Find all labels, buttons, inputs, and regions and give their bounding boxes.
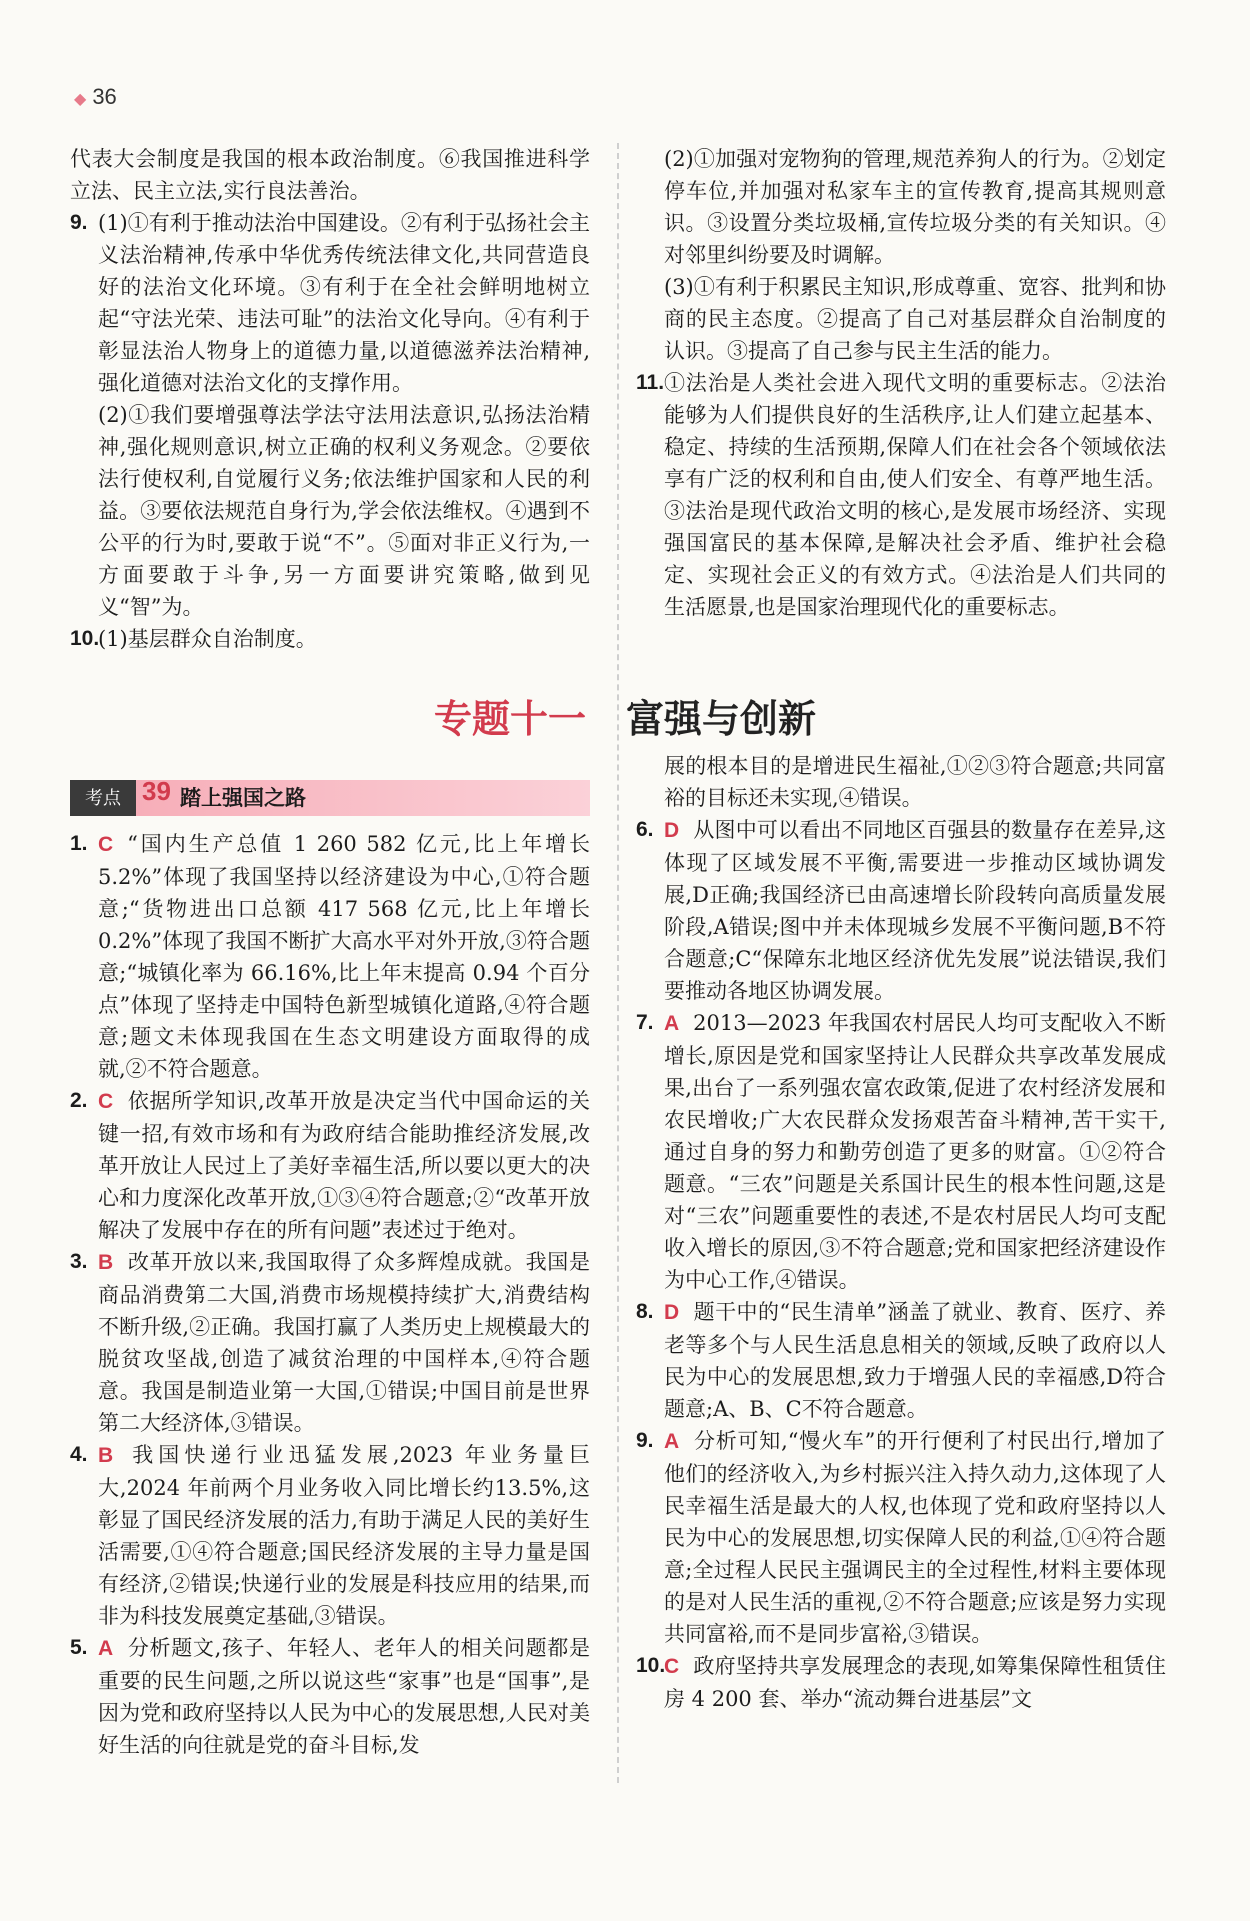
answer-paragraph xyxy=(636,1650,1166,1715)
answer-text: “国内生产总值 1 260 582 亿元,比上年增长 5.2%”体现了我国坚持以经济建设为中心,①符合题意;“货物进出口总额 417 568 亿元,比上年增长 0.2%”体现了我国不断扩大高水平对外开放,③符合题意;“城镇化率为 66.16%,比上年末提高 0.94 个百分点”体现了坚持走中国特色新型城镇化道路,④符合题意;题文未体现我国在生态文明建设方面取得的成就,②不符合题意。 xyxy=(98,832,590,1081)
answer-paragraph xyxy=(70,1085,590,1246)
answer-text: 改革开放以来,我国取得了众多辉煌成就。我国是商品消费第二大国,消费市场规模持续扩大,消费结构不断升级,②正确。我国打赢了人类历史上规模最大的脱贫攻坚战,创造了减贫治理的中国样本,④符合题意。我国是制造业第一大国,①错误;中国目前是世界第二大经济体,③错误。 xyxy=(98,1250,590,1435)
answer-text: 题干中的“民生清单”涵盖了就业、教育、医疗、养老等多个与人民生活息息相关的领域,反映了政府以人民为中心的发展思想,致力于增强人民的幸福感,D符合题意;A、B、C不符合题意。 xyxy=(664,1300,1166,1421)
answer-letter: C xyxy=(98,1090,114,1113)
answer-letter: C xyxy=(98,833,114,856)
top-left-column xyxy=(70,143,590,655)
answer-paragraph xyxy=(70,143,590,207)
answer-letter: C xyxy=(664,1655,680,1678)
answer-letter: A xyxy=(98,1637,114,1660)
column-divider xyxy=(617,143,619,1783)
answer-letter: D xyxy=(664,819,680,842)
answer-text: 从图中可以看出不同地区百强县的数量存在差异,这体现了区域发展不平衡,需要进一步推动区域协调发展,D正确;我国经济已由高速增长阶段转向高质量发展阶段,A错误;图中并未体现城乡发展不平衡问题,B不符合题意;C“保障东北地区经济优先发展”说法错误,我们要推动各地区协调发展。 xyxy=(664,818,1166,1003)
answer-paragraph xyxy=(636,271,1166,367)
question-number: 7. xyxy=(636,1011,654,1034)
answer-text: 政府坚持共享发展理念的表现,如筹集保障性租赁住房 4 200 套、举办“流动舞台进基层”文 xyxy=(664,1654,1166,1711)
question-number: 11. xyxy=(636,371,665,394)
answer-paragraph xyxy=(70,1439,590,1632)
question-number: 4. xyxy=(70,1443,88,1466)
chapter-label: 专题十一 xyxy=(433,699,586,741)
answer-text: ①法治是人类社会进入现代文明的重要标志。②法治能够为人们提供良好的生活秩序,让人们建立起基本、稳定、持续的生活预期,保障人们在社会各个领域依法享有广泛的权利和自由,使人们安全、有尊严地生活。③法治是现代政治文明的核心,是发展市场经济、实现强国富民的基本保障,是解决社会矛盾、维护社会稳定、实现社会正义的有效方式。④法治是人们共同的生活愿景,也是国家治理现代化的重要标志。 xyxy=(664,371,1166,619)
bottom-left-column xyxy=(70,828,590,1761)
answer-paragraph xyxy=(70,399,590,623)
answer-text: 依据所学知识,改革开放是决定当代中国命运的关键一招,有效市场和有为政府结合能助推经济发展,改革开放让人民过上了美好幸福生活,所以要以更大的决心和力度深化改革开放,①③④符合题意;②“改革开放解决了发展中存在的所有问题”表述过于绝对。 xyxy=(98,1089,590,1242)
answer-letter: B xyxy=(98,1444,114,1467)
answer-text: (2)①加强对宠物狗的管理,规范养狗人的行为。②划定停车位,并加强对私家车主的宣传教育,提高其规则意识。③设置分类垃圾桶,宣传垃圾分类的有关知识。④对邻里纠纷要及时调解。 xyxy=(664,147,1166,267)
answer-paragraph xyxy=(636,750,1166,814)
banner-tag: 考点 xyxy=(70,780,136,816)
answer-paragraph xyxy=(70,1246,590,1439)
answer-text: 分析题文,孩子、年轻人、老年人的相关问题都是重要的民生问题,之所以说这些“家事”也是“国事”,是因为党和政府坚持以人民为中心的发展思想,人民对美好生活的向往就是党的奋斗目标,发 xyxy=(98,1636,590,1757)
answer-paragraph xyxy=(70,207,590,399)
diamond-icon: ◆ xyxy=(74,91,87,108)
answer-paragraph xyxy=(70,623,590,655)
chapter-heading xyxy=(0,688,1250,743)
question-number: 9. xyxy=(636,1429,654,1452)
question-number: 1. xyxy=(70,832,88,855)
question-number: 10. xyxy=(636,1654,666,1677)
answer-paragraph xyxy=(636,367,1166,623)
question-number: 10. xyxy=(70,627,100,650)
answer-paragraph xyxy=(70,828,590,1085)
bottom-right-column xyxy=(636,750,1166,1715)
question-number: 8. xyxy=(636,1300,654,1323)
banner-title: 踏上强国之路 xyxy=(180,785,306,810)
question-number: 3. xyxy=(70,1250,88,1273)
question-number: 2. xyxy=(70,1089,88,1112)
answer-text: 分析可知,“慢火车”的开行便利了村民出行,增加了他们的经济收入,为乡村振兴注入持久动力,这体现了人民幸福生活是最大的人权,也体现了党和政府坚持以人民为中心的发展思想,切实保障人民的利益,①④符合题意;全过程人民民主强调民主的全过程性,材料主要体现的是对人民生活的重视,②不符合题意;应该是努力实现共同富裕,而不是同步富裕,③错误。 xyxy=(664,1429,1166,1646)
question-number: 6. xyxy=(636,818,654,841)
page-number: ◆ 36 xyxy=(74,84,117,109)
answer-paragraph xyxy=(70,1632,590,1761)
section-banner xyxy=(70,776,590,816)
question-number: 5. xyxy=(70,1636,88,1659)
answer-text: (2)①我们要增强尊法学法守法用法意识,弘扬法治精神,强化规则意识,树立正确的权利义务观念。②要依法行使权利,自觉履行义务;依法维护国家和人民的利益。③要依法规范自身行为,学会依法维权。④遇到不公平的行为时,要敢于说“不”。⑤面对非正义行为,一方面要敢于斗争,另一方面要讲究策略,做到见义“智”为。 xyxy=(98,403,590,619)
question-number: 9. xyxy=(70,211,88,234)
answer-text: (3)①有利于积累民主知识,形成尊重、宽容、批判和协商的民主态度。②提高了自己对基层群众自治制度的认识。③提高了自己参与民主生活的能力。 xyxy=(664,275,1166,363)
top-right-column xyxy=(636,143,1166,623)
answer-paragraph xyxy=(636,1296,1166,1425)
banner-number: 39 xyxy=(142,776,171,806)
answer-letter: A xyxy=(664,1012,680,1035)
answer-text: 代表大会制度是我国的根本政治制度。⑥我国推进科学立法、民主立法,实行良法善治。 xyxy=(70,147,590,203)
answer-text: 我国快递行业迅猛发展,2023 年业务量巨大,2024 年前两个月业务收入同比增长约13.5%,这彰显了国民经济发展的活力,有助于满足人民的美好生活需要,①④符合题意;国民经济发展的主导力量是国有经济,②错误;快递行业的发展是科技应用的结果,而非为科技发展奠定基础,③错误。 xyxy=(98,1443,590,1628)
answer-text: (1)①有利于推动法治中国建设。②有利于弘扬社会主义法治精神,传承中华优秀传统法律文化,共同营造良好的法治文化环境。③有利于在全社会鲜明地树立起“守法光荣、违法可耻”的法治文化导向。④有利于彰显法治人物身上的道德力量,以道德滋养法治精神,强化道德对法治文化的支撑作用。 xyxy=(98,211,590,395)
answer-letter: D xyxy=(664,1301,680,1324)
answer-letter: A xyxy=(664,1430,680,1453)
answer-paragraph xyxy=(636,1007,1166,1296)
answer-text: 展的根本目的是增进民生福祉,①②③符合题意;共同富裕的目标还未实现,④错误。 xyxy=(664,754,1166,810)
answer-paragraph xyxy=(636,143,1166,271)
answer-text: 2013—2023 年我国农村居民人均可支配收入不断增长,原因是党和国家坚持让人民群众共享改革发展成果,出台了一系列强农富农政策,促进了农村经济发展和农民增收;广大农民群众发扬艰苦奋斗精神,苦干实干,通过自身的努力和勤劳创造了更多的财富。①②符合题意。“三农”问题是关系国计民生的根本性问题,这是对“三农”问题重要性的表述,不是农村居民人均可支配收入增长的原因,③不符合题意;党和国家把经济建设作为中心工作,④错误。 xyxy=(664,1011,1166,1292)
answer-text: (1)基层群众自治制度。 xyxy=(98,627,317,651)
answer-paragraph xyxy=(636,814,1166,1007)
answer-paragraph xyxy=(636,1425,1166,1650)
chapter-title: 富强与创新 xyxy=(626,699,817,741)
answer-letter: B xyxy=(98,1251,114,1274)
